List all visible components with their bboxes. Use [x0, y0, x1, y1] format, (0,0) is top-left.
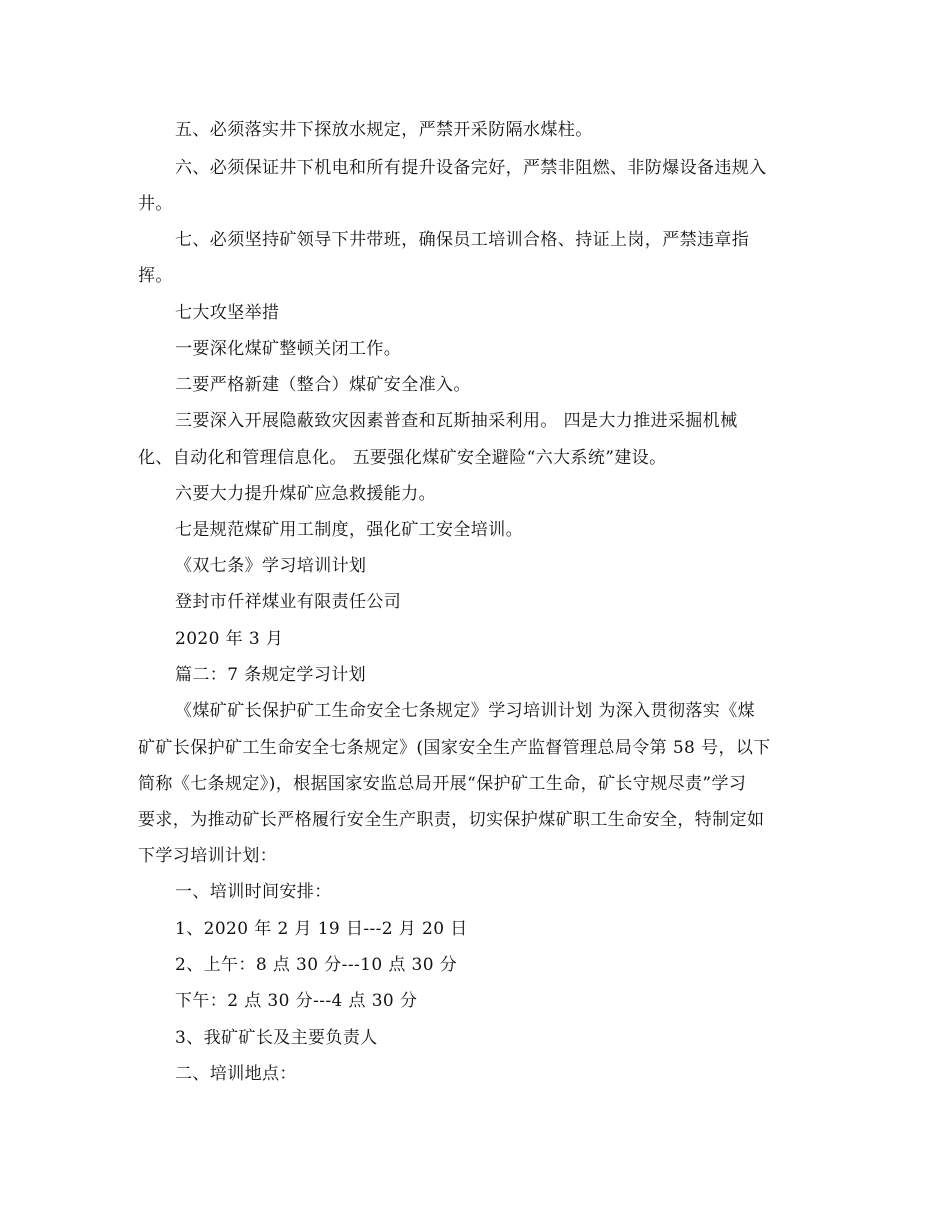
intro-paragraph-line-2: 矿矿长保护矿工生命安全七条规定》(国家安全生产监督管理总局令第 58 号，以下 [138, 738, 771, 758]
paragraph-rule-6: 六、必须保证井下机电和所有提升设备完好，严禁非阻燃、非防爆设备违规入 [175, 158, 767, 178]
measure-3-4: 三要深入开展隐蔽致灾因素普查和瓦斯抽采利用。 四是大力推进采掘机械 [175, 411, 738, 431]
schedule-participants: 3、我矿矿长及主要负责人 [175, 1028, 378, 1048]
training-location-heading: 二、培训地点： [175, 1064, 297, 1084]
part-two-heading: 篇二：7 条规定学习计划 [175, 665, 367, 685]
intro-paragraph-line-1: 《煤矿矿长保护矿工生命安全七条规定》学习培训计划 为深入贯彻落实《煤 [175, 701, 756, 721]
measure-6: 六要大力提升煤矿应急救援能力。 [175, 484, 436, 504]
measure-1: 一要深化煤矿整顿关闭工作。 [175, 339, 402, 359]
measure-4-5-cont: 化、自动化和管理信息化。 五要强化煤矿安全避险“六大系统”建设。 [138, 448, 667, 468]
paragraph-rule-7: 七、必须坚持矿领导下井带班，确保员工培训合格、持证上岗，严禁违章指 [175, 230, 750, 250]
paragraph-rule-7-cont: 挥。 [138, 266, 173, 286]
paragraph-rule-6-cont: 井。 [138, 194, 173, 214]
schedule-date: 1、2020 年 2 月 19 日---2 月 20 日 [175, 919, 468, 939]
intro-paragraph-line-3: 简称《七条规定》)，根据国家安监总局开展“保护矿工生命，矿长守规尽责”学习 [138, 774, 747, 794]
paragraph-rule-5: 五、必须落实井下探放水规定，严禁开采防隔水煤柱。 [175, 120, 593, 140]
document-date: 2020 年 3 月 [175, 629, 284, 649]
measure-2: 二要严格新建（整合）煤矿安全准入。 [175, 375, 471, 395]
company-name: 登封市仟祥煤业有限责任公司 [175, 592, 402, 612]
intro-paragraph-line-4: 要求，为推动矿长严格履行安全生产职责，切实保护煤矿职工生命安全，特制定如 [138, 810, 765, 830]
training-schedule-heading: 一、培训时间安排： [175, 882, 332, 902]
measure-7: 七是规范煤矿用工制度，强化矿工安全培训。 [175, 520, 523, 540]
plan-title: 《双七条》学习培训计划 [175, 556, 367, 576]
section-heading-seven-measures: 七大攻坚举措 [175, 303, 280, 323]
intro-paragraph-line-5: 下学习培训计划： [138, 846, 278, 866]
schedule-afternoon: 下午：2 点 30 分---4 点 30 分 [175, 991, 418, 1011]
schedule-morning: 2、上午：8 点 30 分---10 点 30 分 [175, 955, 458, 975]
